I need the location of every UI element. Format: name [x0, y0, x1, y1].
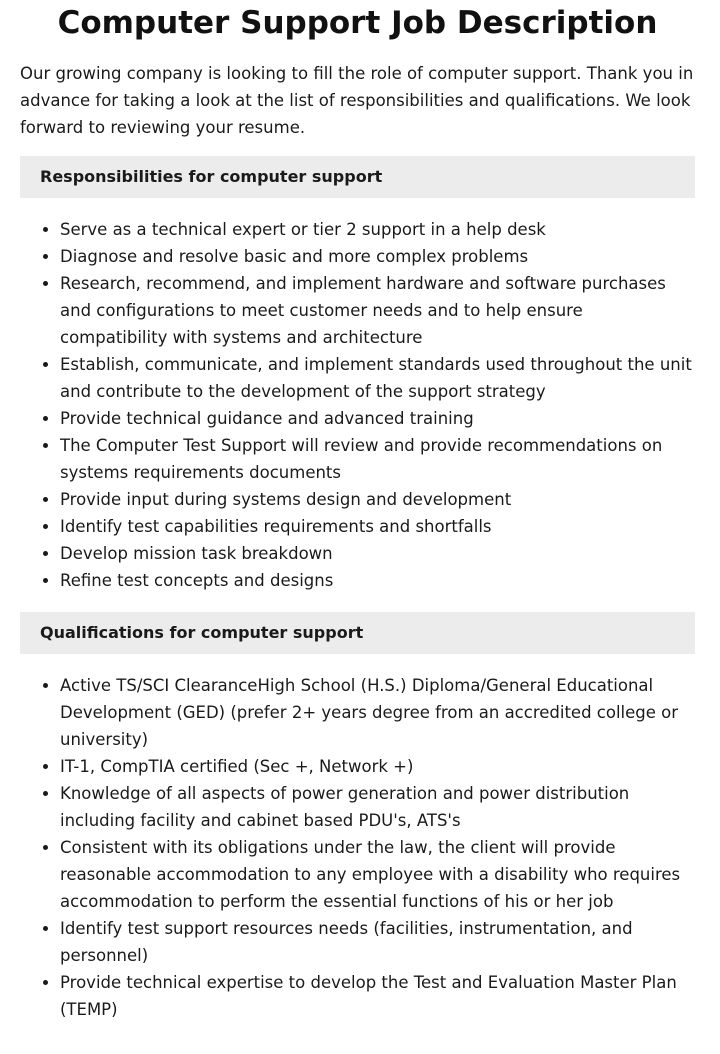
- list-item: Serve as a technical expert or tier 2 support in a help desk: [60, 216, 695, 243]
- list-item: Consistent with its obligations under the law, the client will provide reasonable accommodation to any employee with a disability who requires accommodation to perform the essential functions of his or her job: [60, 834, 695, 915]
- page-title: Computer Support Job Description: [57, 5, 658, 41]
- list-item: Provide input during systems design and development: [60, 486, 695, 513]
- list-item: Provide technical expertise to develop the Test and Evaluation Master Plan (TEMP): [60, 969, 695, 1023]
- list-item: Identify test support resources needs (facilities, instrumentation, and personnel): [60, 915, 695, 969]
- responsibilities-list: [20, 216, 695, 594]
- list-item: The Computer Test Support will review and provide recommendations on systems requirements documents: [60, 432, 695, 486]
- list-item: Provide technical guidance and advanced training: [60, 405, 695, 432]
- qualifications-list: [20, 672, 695, 1023]
- list-item: Research, recommend, and implement hardware and software purchases and configurations to meet customer needs and to help ensure compatibility with systems and architecture: [60, 270, 695, 351]
- list-item: Identify test capabilities requirements and shortfalls: [60, 513, 695, 540]
- list-item: Knowledge of all aspects of power generation and power distribution including facility and cabinet based PDU's, ATS's: [60, 780, 695, 834]
- list-item: Active TS/SCI ClearanceHigh School (H.S.) Diploma/General Educational Development (GED) (prefer 2+ years degree from an accredited college or university): [60, 672, 695, 753]
- intro-paragraph: Our growing company is looking to fill the role of computer support. Thank you in advance for taking a look at the list of responsibilities and qualifications. We look forward to reviewing your resume.: [20, 64, 694, 137]
- list-item: Develop mission task breakdown: [60, 540, 695, 567]
- list-item: Diagnose and resolve basic and more complex problems: [60, 243, 695, 270]
- list-item: Refine test concepts and designs: [60, 567, 695, 594]
- responsibilities-heading: Responsibilities for computer support: [20, 156, 695, 198]
- qualifications-heading: Qualifications for computer support: [20, 612, 695, 654]
- list-item: IT-1, CompTIA certified (Sec +, Network +): [60, 753, 695, 780]
- list-item: Establish, communicate, and implement standards used throughout the unit and contribute to the development of the support strategy: [60, 351, 695, 405]
